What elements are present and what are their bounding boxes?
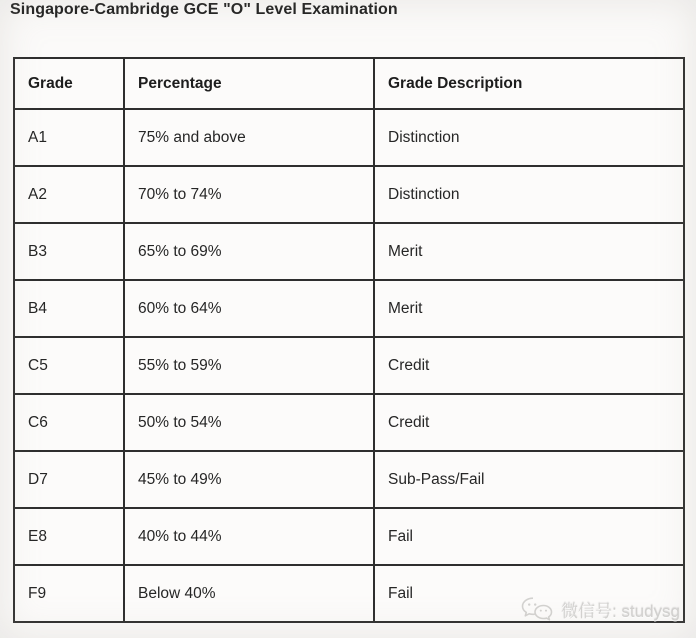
- percentage-cell: 65% to 69%: [124, 223, 374, 280]
- description-cell: Merit: [374, 223, 684, 280]
- percentage-cell: 45% to 49%: [124, 451, 374, 508]
- description-cell: Sub-Pass/Fail: [374, 451, 684, 508]
- table-row: [14, 451, 684, 508]
- percentage-cell: 55% to 59%: [124, 337, 374, 394]
- percentage-cell: Below 40%: [124, 565, 374, 622]
- page-title: Singapore-Cambridge GCE "O" Level Examination: [10, 1, 398, 18]
- grade-cell: B4: [14, 280, 124, 337]
- column-header-description: Grade Description: [374, 58, 684, 109]
- percentage-cell: 40% to 44%: [124, 508, 374, 565]
- table-row: [14, 337, 684, 394]
- description-cell: Merit: [374, 280, 684, 337]
- table-row: [14, 166, 684, 223]
- table-row: [14, 223, 684, 280]
- description-cell: Distinction: [374, 166, 684, 223]
- description-cell: Credit: [374, 394, 684, 451]
- grade-cell: A1: [14, 109, 124, 166]
- description-cell: Distinction: [374, 109, 684, 166]
- grade-cell: B3: [14, 223, 124, 280]
- grade-cell: A2: [14, 166, 124, 223]
- description-cell: Credit: [374, 337, 684, 394]
- percentage-cell: 75% and above: [124, 109, 374, 166]
- grade-table: [13, 57, 685, 623]
- table-row: [14, 394, 684, 451]
- watermark-label: 微信号: studysg: [560, 601, 680, 621]
- grade-cell: F9: [14, 565, 124, 622]
- percentage-cell: 50% to 54%: [124, 394, 374, 451]
- grade-cell: D7: [14, 451, 124, 508]
- table-row: [14, 280, 684, 337]
- column-header-percentage: Percentage: [124, 58, 374, 109]
- description-cell: Fail: [374, 565, 684, 622]
- percentage-cell: 60% to 64%: [124, 280, 374, 337]
- percentage-cell: 70% to 74%: [124, 166, 374, 223]
- table-row: [14, 109, 684, 166]
- description-cell: Fail: [374, 508, 684, 565]
- table-row: [14, 565, 684, 622]
- grade-cell: C6: [14, 394, 124, 451]
- table-header-row: [14, 58, 684, 109]
- column-header-grade: Grade: [14, 58, 124, 109]
- table-row: [14, 508, 684, 565]
- grade-cell: C5: [14, 337, 124, 394]
- grade-cell: E8: [14, 508, 124, 565]
